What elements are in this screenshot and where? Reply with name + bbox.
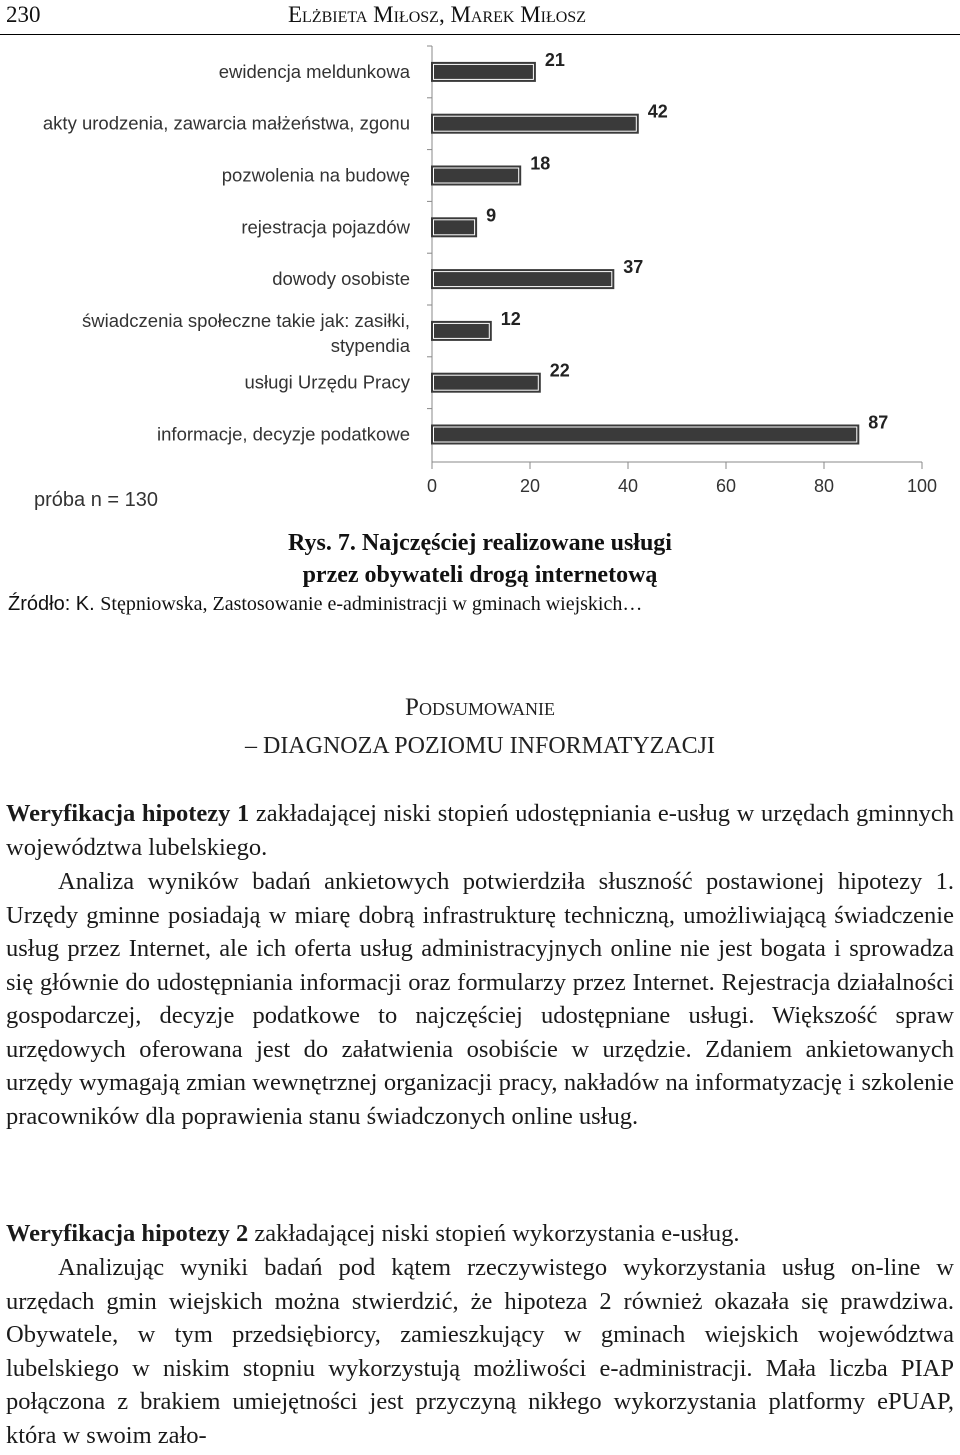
bar: [434, 428, 856, 442]
category-label: pozwolenia na budowę: [221, 164, 410, 186]
bar-chart: [0, 36, 960, 516]
paragraph-analysis-1: Analiza wyników badań ankietowych potwierdziła słuszność postawionej hipotezy 1. Urzędy gminne posiadają w miarę dobrą infrastrukturę techniczną, umożliwiającą świadczenie usług przez Internet, ale ich oferta usług administracyjnych online nie jest bogata i sprowadza się głównie do udostępniania informacji oraz formularzy przez Internet. Rejestracja działalności gospodarczej, decyzje podatkowe to najczęściej udostępniane usługi. Większość spraw urzędowych oferowana jest do załatwienia osobiście w urzędzie. Zdaniem ankietowanych urzędy wymagają zmian wewnętrznej organizacji pracy, nakładów na informatyzację i szkolenie pracowników dla poprawienia stanu świadczonych online usług.: [6, 868, 954, 1130]
data-label: 9: [486, 205, 497, 226]
paragraph-analysis-2: Analizując wyniki badań pod kątem rzeczywistego wykorzystania usług on-line w urzędach gmin wiejskich można stwierdzić, że hipoteza 2 również okazała się prawdziwa. Obywatele, w tym przedsiębiorcy, zamieszkujący w gminach wiejskich województwa lubelskiego w niskim stopniu wykorzystują możliwości e-administracji. Mała liczba PIAP połączona z brakiem umiejętności jest przyczyną nikłego wykorzystania platformy ePUAP, która w swoim zało-: [6, 1254, 954, 1449]
page-number: 230: [6, 2, 41, 27]
paragraph-hypothesis-2: [6, 1217, 954, 1251]
figure-caption-line2: przez obywateli drogą internetową: [302, 562, 658, 588]
category-label: rejestracja pojazdów: [241, 216, 410, 238]
category-label: świadczenia społeczne takie jak: zasiłki,: [81, 309, 410, 331]
data-label: 22: [549, 360, 570, 381]
bar: [434, 272, 611, 286]
x-tick-label: 60: [715, 476, 737, 496]
hypothesis-1-heading: Weryfikacja hipotezy 1: [6, 800, 250, 827]
x-tick-label: 100: [906, 476, 938, 496]
category-label: dowody osobiste: [272, 268, 410, 290]
bar: [434, 169, 518, 183]
hypothesis-2-heading: Weryfikacja hipotezy 2: [6, 1220, 249, 1247]
data-label: 87: [868, 412, 889, 433]
category-label: ewidencja meldunkowa: [218, 60, 410, 82]
page-header: [0, 0, 960, 35]
running-title-text: Elżbieta Miłosz, Marek Miłosz: [288, 2, 586, 27]
data-label: 42: [647, 101, 668, 122]
bar: [434, 324, 489, 338]
paragraph-hypothesis-1: [6, 797, 954, 864]
category-label: stypendia: [330, 334, 410, 356]
data-label: 18: [530, 153, 551, 174]
x-tick-label: 80: [813, 476, 835, 496]
data-label: 37: [623, 257, 644, 278]
category-label: akty urodzenia, zawarcia małżeństwa, zgonu: [42, 112, 410, 134]
x-tick-label: 20: [519, 476, 541, 496]
figure-caption-line1: Rys. 7. Najczęściej realizowane usługi: [288, 530, 672, 556]
bar: [434, 117, 636, 131]
bar: [434, 65, 533, 79]
data-label: 12: [500, 308, 521, 329]
hypothesis-2-text: zakładającej niski stopień wykorzystania e-usług.: [248, 1220, 740, 1247]
bar: [434, 376, 538, 390]
hypothesis-1-text: zakładającej niski stopień udostępniania e-usług w urzędach gminnych województwa lubelskiego.: [6, 800, 954, 861]
bar: [434, 220, 474, 234]
sample-size-note: próba n = 130: [34, 489, 158, 511]
figure-source: [8, 593, 642, 616]
x-tick-label: 40: [617, 476, 639, 496]
section-title: Podsumowanie: [405, 694, 555, 721]
category-label: usługi Urzędu Pracy: [244, 371, 410, 393]
running-title: [288, 2, 586, 28]
source-text: Stępniowska, Zastosowanie e-administracji w gminach wiejskich…: [100, 593, 643, 615]
data-label: 21: [544, 49, 565, 70]
category-label: informacje, decyzje podatkowe: [157, 423, 410, 445]
x-tick-label: 0: [426, 476, 438, 496]
section-subtitle: – DIAGNOZA POZIOMU INFORMATYZACJI: [244, 733, 715, 759]
source-label: Źródło: K.: [8, 593, 101, 615]
